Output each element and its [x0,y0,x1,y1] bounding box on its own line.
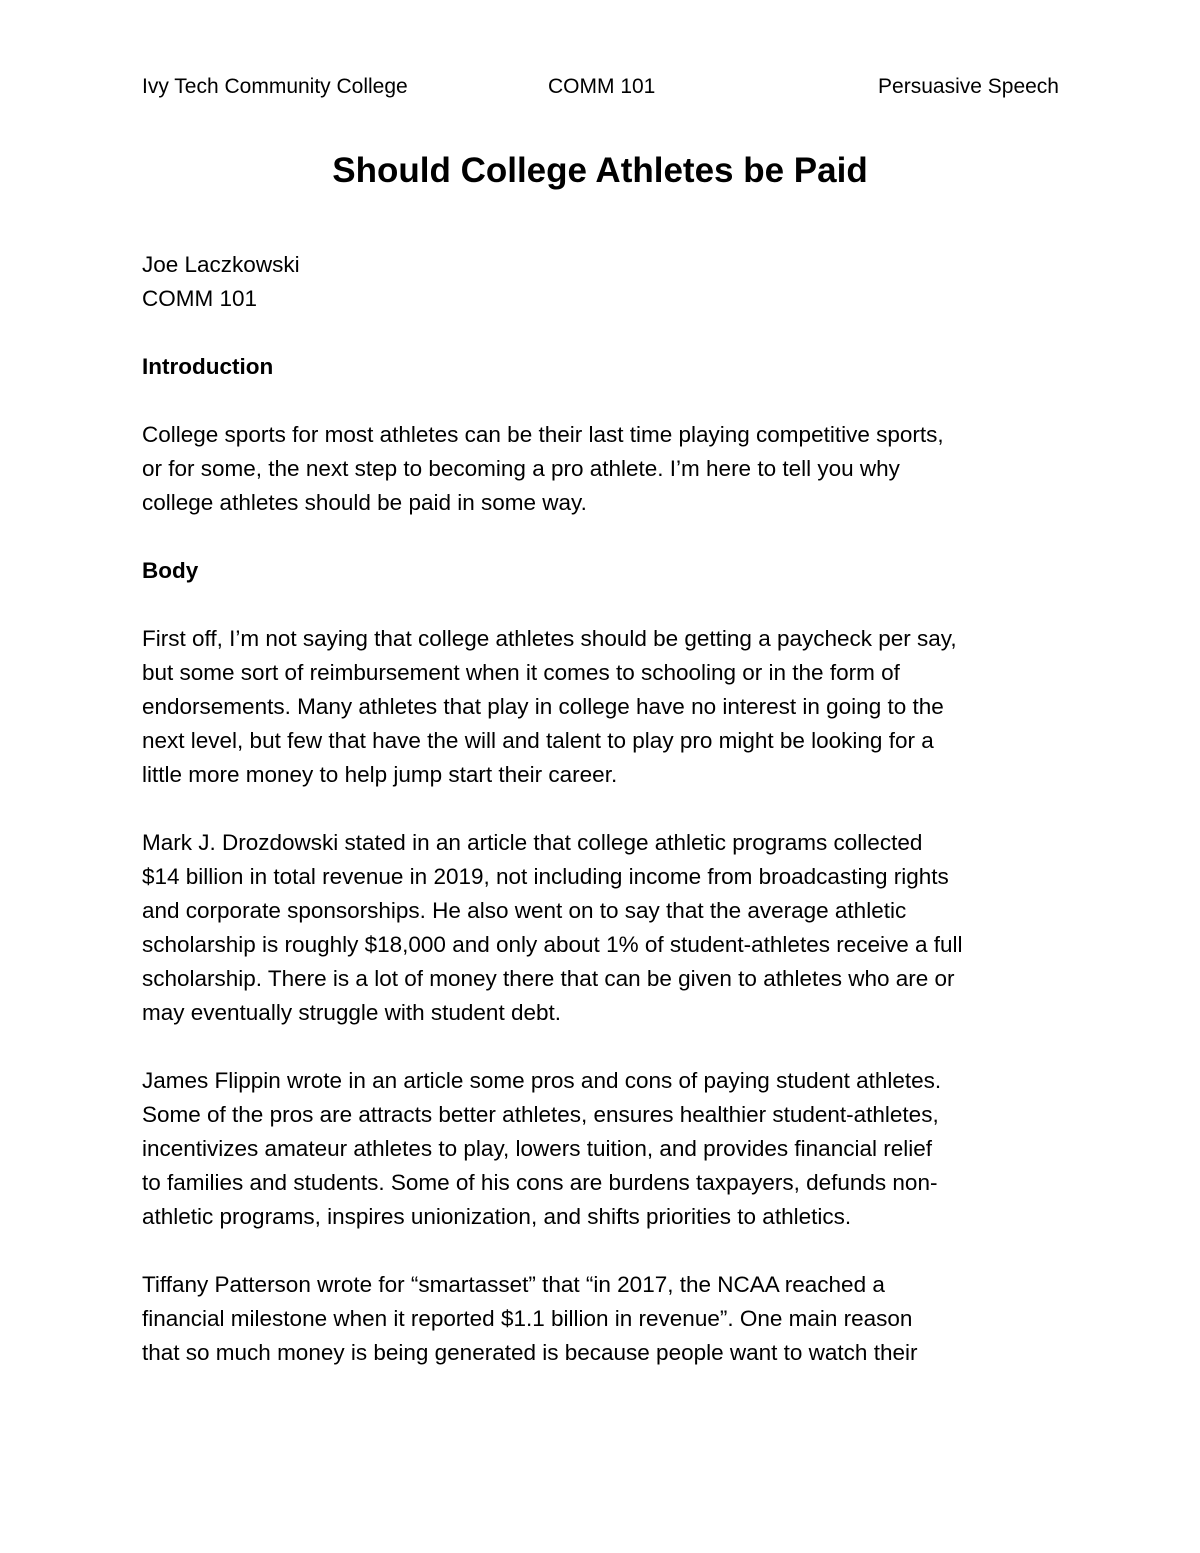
paragraph-line: scholarship. There is a lot of money there that can be given to athletes who are or [142,966,955,991]
document-body [142,248,1062,1370]
paragraph-line: Mark J. Drozdowski stated in an article that college athletic programs collected [142,830,923,855]
introduction-paragraph [142,418,1062,520]
header-assignment: Persuasive Speech [878,75,1059,98]
body-paragraph-1 [142,622,1062,792]
paragraph-line: college athletes should be paid in some way. [142,490,587,515]
paragraph-line: College sports for most athletes can be their last time playing competitive sports, [142,422,944,447]
paragraph-line: First off, I’m not saying that college athletes should be getting a paycheck per say, [142,626,957,651]
body-paragraph-4 [142,1268,1062,1370]
body-paragraph-2 [142,826,1062,1030]
paragraph-line: incentivizes amateur athletes to play, lowers tuition, and provides financial relief [142,1136,932,1161]
paragraph-line: scholarship is roughly $18,000 and only about 1% of student-athletes receive a full [142,932,963,957]
document-title: Should College Athletes be Paid [332,151,868,190]
paragraph-line: endorsements. Many athletes that play in college have no interest in going to the [142,694,944,719]
author-course: COMM 101 [142,286,258,311]
paragraph-line: athletic programs, inspires unionization, and shifts priorities to athletics. [142,1204,852,1229]
body-heading: Body [142,558,199,583]
paragraph-line: next level, but few that have the will and talent to play pro might be looking for a [142,728,934,753]
paragraph-line: little more money to help jump start their career. [142,762,618,787]
paragraph-line: and corporate sponsorships. He also went on to say that the average athletic [142,898,907,923]
paragraph-line: Some of the pros are attracts better athletes, ensures healthier student-athletes, [142,1102,939,1127]
page-header [142,72,1059,102]
paragraph-line: that so much money is being generated is because people want to watch their [142,1340,918,1365]
paragraph-line: may eventually struggle with student debt. [142,1000,561,1025]
header-course: COMM 101 [548,75,656,98]
paragraph-line: but some sort of reimbursement when it comes to schooling or in the form of [142,660,900,685]
paragraph-line: James Flippin wrote in an article some pros and cons of paying student athletes. [142,1068,942,1093]
paragraph-line: $14 billion in total revenue in 2019, not including income from broadcasting rights [142,864,949,889]
paragraph-line: to families and students. Some of his cons are burdens taxpayers, defunds non- [142,1170,938,1195]
introduction-heading: Introduction [142,354,274,379]
author-name: Joe Laczkowski [142,252,300,277]
paragraph-line: or for some, the next step to becoming a pro athlete. I’m here to tell you why [142,456,900,481]
body-paragraph-3 [142,1064,1062,1234]
paragraph-line: Tiffany Patterson wrote for “smartasset” that “in 2017, the NCAA reached a [142,1272,885,1297]
header-institution: Ivy Tech Community College [142,75,408,98]
paragraph-line: financial milestone when it reported $1.1 billion in revenue”. One main reason [142,1306,913,1331]
